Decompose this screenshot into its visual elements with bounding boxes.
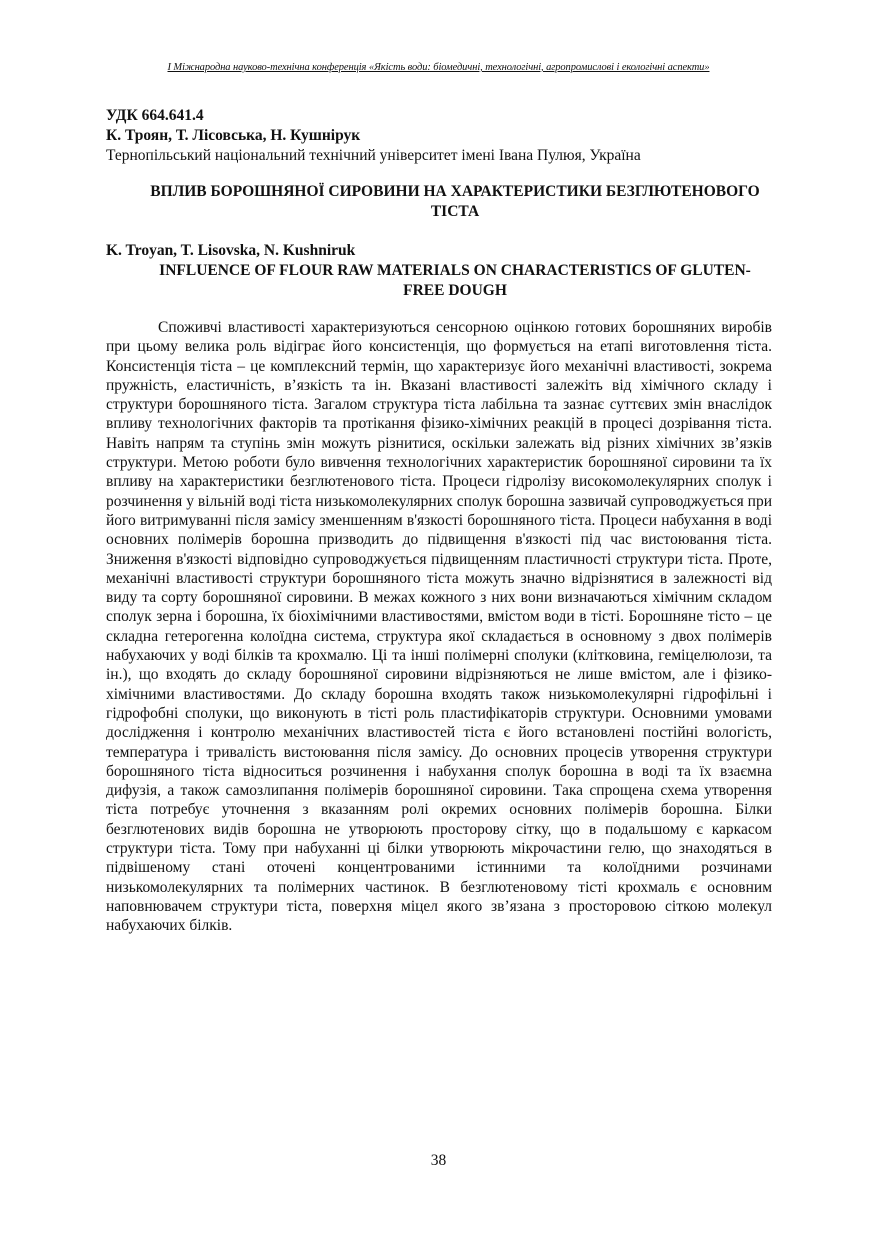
running-header: І Міжнародна науково-технічна конференція «Якість води: біомедичні, технологічні, агропромислові і екологічні аспекти»: [167, 62, 710, 73]
body-paragraph: Споживчі властивості характеризуються сенсорною оцінкою готових борошняних виробів при цьому велика роль відіграє його консистенція, що формується на етапі виготовлення тіста. Консистенція тіста – це комплексний термін, що характеризує його механічні властивості, зокрема пружність, еластичність, в’язкість та ін. Вказані властивості залежіть від хімічного складу і структури борошняного тіста. Загалом структура тіста лабільна та зазнає суттєвих змін внаслідок впливу технологічних факторів та протікання фізико-хімічних реакцій в процесі дозрівання тіста. Навіть напрям та ступінь змін можуть різнитися, оскільки залежать від різних хімічних зв’язків структури. Метою роботи було вивчення технологічних характеристик борошняної сировини та їх впливу на характеристики безглютенового тіста. Процеси гідролізу високомолекулярних сполук і розчинення у вільній воді тіста низькомолекулярних сполук борошна зазвичай супроводжується при його витримуванні після замісу зменшенням в'язкості борошняного тіста. Процеси набухання в воді основних полімерів борошна призводить до підвищення в'язкості під час вистоювання тіста. Зниження в'язкості відповідно супроводжується підвищенням пластичності структури тіста. Проте, механічні властивості структури борошняного тіста можуть значно відрізнятися в залежності від виду та сорту борошняної сировини. В межах кожного з них вони визначаються хімічним складом сполук зерна і борошна, їх біохімічними властивостями, вмістом води в тісті. Борошняне тісто – це складна гетерогенна колоїдна система, структура якої складається в основному з двох полімерів набухаючих у воді білків та крохмалю. Ці та інші полімерні сполуки (клітковина, геміцелюлози, та ін.), що входять до складу борошняної сировини відрізняються не лише вмістом, але і фізико-хімічними властивостями. До складу борошна входять також низькомолекулярні гідрофільні і гідрофобні сполуки, що виконують в тісті роль пластифікаторів структури. Основними умовами дослідження і контролю механічних властивостей тіста є його встановлені постійні вологість, температура і тривалість вистоювання після замісу. До основних процесів утворення структури борошняного тіста відноситься розчинення і набухання сполук борошна в воді та їх взаємна дифузія, а також самозлипання полімерів борошняної сировини. Така спрощена схема утворення тіста потребує уточнення з вказанням ролі окремих основних полімерів борошна. Білки безглютенових видів борошна не утворюють просторову сітку, що в подальшому є каркасом структури тіста. Тому при набуханні ці білки утворюють мікрочастини гелю, що знаходяться в підвішеному стані оточені концентрованими істинними та колоїдними розчинами низькомолекулярних та полімерних частинок. В безглютеновому тісті крохмаль є основним наповнювачем структури тіста, поверхня міцел якого зв’язана з просторовою сіткою молекул набухаючих білків.: [106, 319, 772, 935]
page-number: 38: [430, 1152, 447, 1169]
authors-english: K. Troyan, T. Lisovska, N. Kushniruk: [106, 242, 356, 259]
authors-ukrainian: К. Троян, Т. Лісовська, Н. Кушнірук: [106, 127, 361, 144]
affiliation: Тернопільський національний технічний університет імені Івана Пулюя, Україна: [106, 147, 641, 164]
title-ukrainian: ВПЛИВ БОРОШНЯНОЇ СИРОВИНИ НА ХАРАКТЕРИСТИКИ БЕЗГЛЮТЕНОВОГО ТІСТА: [150, 183, 760, 220]
title-english: INFLUENCE OF FLOUR RAW MATERIALS ON CHARACTERISTICS OF GLUTEN-FREE DOUGH: [159, 262, 751, 299]
udc-code: УДК 664.641.4: [106, 107, 204, 124]
